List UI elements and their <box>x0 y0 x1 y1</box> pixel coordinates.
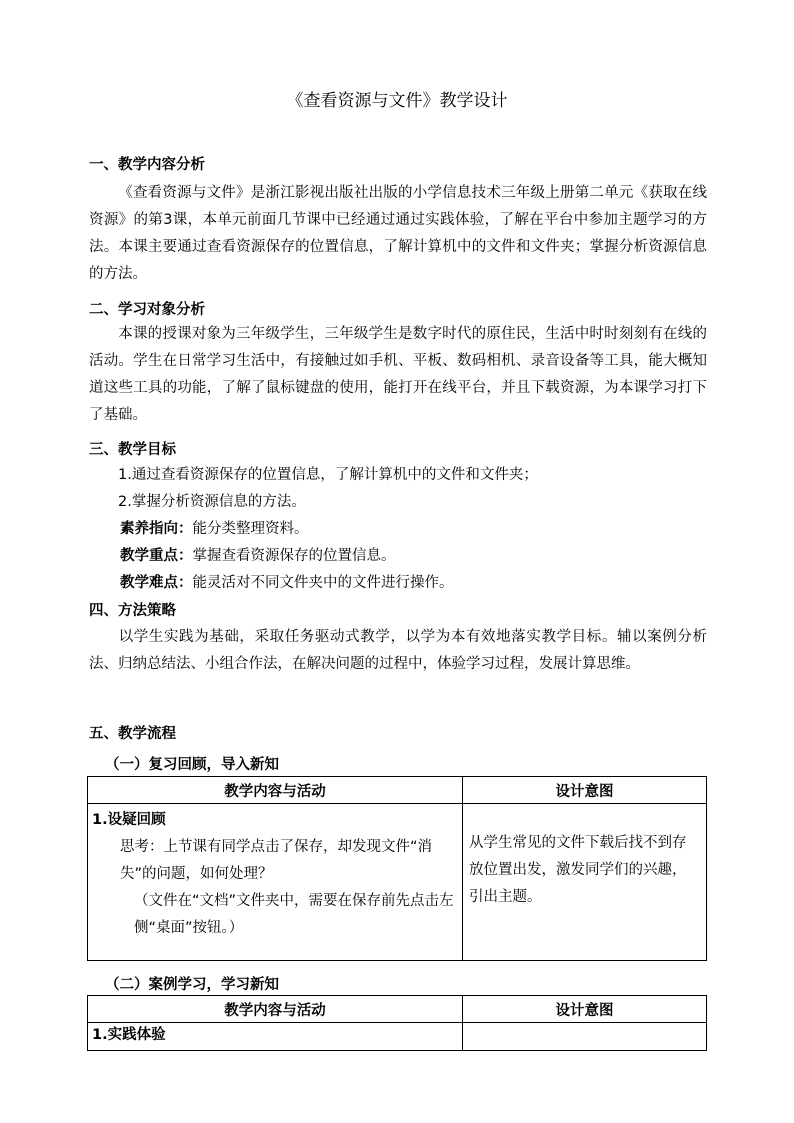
literacy-text: 能分类整理资料。 <box>192 521 309 537</box>
section-heading-content-analysis: 一、教学内容分析 <box>89 157 205 173</box>
content-analysis-paragraph <box>89 180 707 288</box>
activity-cell <box>88 1023 463 1051</box>
section-heading-teaching-goals: 三、教学目标 <box>89 442 176 458</box>
key-point-text: 掌握查看资源保存的位置信息。 <box>192 548 396 564</box>
page-title: 《查看资源与文件》教学设计 <box>286 91 508 111</box>
difficulty-text: 能灵活对不同文件夹中的文件进行操作。 <box>192 575 454 591</box>
goal-item-1: 1.通过查看资源保存的位置信息，了解计算机中的文件和文件夹； <box>118 467 538 483</box>
column-header-intent: 设计意图 <box>463 777 707 804</box>
activity-label: 1.实践体验 <box>92 1027 166 1043</box>
activity-label: 1.设疑回顾 <box>92 812 166 828</box>
content-analysis-text: 《查看资源与文件》是浙江影视出版社出版的小学信息技术三年级上册第二单元《获取在线资源》的第3课，本单元前面几节课中已经通过通过实践体验，了解在平台中参加主题学习的方法。本课主要通过查看资源保存的位置信息，了解计算机中的文件和文件夹；掌握分析资源信息的方法。 <box>89 185 707 282</box>
intent-text: 从学生常见的文件下载后找不到存放位置出发，激发同学们的兴趣，引出主题。 <box>469 835 687 905</box>
table-header-row <box>88 996 707 1023</box>
intent-cell <box>463 1023 707 1051</box>
section-heading-teaching-flow: 五、教学流程 <box>89 726 176 742</box>
column-header-content: 教学内容与活动 <box>88 777 463 804</box>
part1-title: （一）复习回顾，导入新知 <box>105 757 279 773</box>
literacy-line <box>120 517 309 538</box>
literacy-label: 素养指向： <box>120 521 193 537</box>
section-heading-learner-analysis: 二、学习对象分析 <box>89 302 205 318</box>
learner-analysis-text: 本课的授课对象为三年级学生，三年级学生是数字时代的原住民，生活中时时刻刻有在线的活动。学生在日常学习生活中，有接触过如手机、平板、数码相机、录音设备等工具，能大概知道这些工具的功能，了解了鼠标键盘的使用，能打开在线平台，并且下载资源，为本课学习打下了基础。 <box>89 326 707 423</box>
part2-title: （二）案例学习，学习新知 <box>105 977 279 993</box>
activity-answer: （文件在“文档”文件夹中，需要在保存前先点击左侧“桌面”按钮。） <box>134 893 454 936</box>
intent-cell <box>463 804 707 961</box>
key-point-line <box>120 544 396 565</box>
table-row <box>88 804 707 961</box>
column-header-content: 教学内容与活动 <box>88 996 463 1023</box>
difficulty-label: 教学难点： <box>120 575 193 591</box>
table-row <box>88 1023 707 1051</box>
activity-cell <box>88 804 463 961</box>
part2-table <box>87 995 707 1051</box>
section-heading-methods: 四、方法策略 <box>89 603 176 619</box>
methods-text: 以学生实践为基础，采取任务驱动式教学，以学为本有效地落实教学目标。辅以案例分析法、归纳总结法、小组合作法，在解决问题的过程中，体验学习过程，发展计算思维。 <box>89 629 707 672</box>
difficulty-line <box>120 571 454 592</box>
methods-paragraph <box>89 624 707 678</box>
part1-table <box>87 776 707 961</box>
activity-question: 思考：上节课有同学点击了保存，却发现文件“消失”的问题，如何处理？ <box>120 839 433 882</box>
column-header-intent: 设计意图 <box>463 996 707 1023</box>
key-point-label: 教学重点： <box>120 548 193 564</box>
learner-analysis-paragraph <box>89 321 707 429</box>
goal-item-2: 2.掌握分析资源信息的方法。 <box>118 494 306 510</box>
table-header-row <box>88 777 707 804</box>
